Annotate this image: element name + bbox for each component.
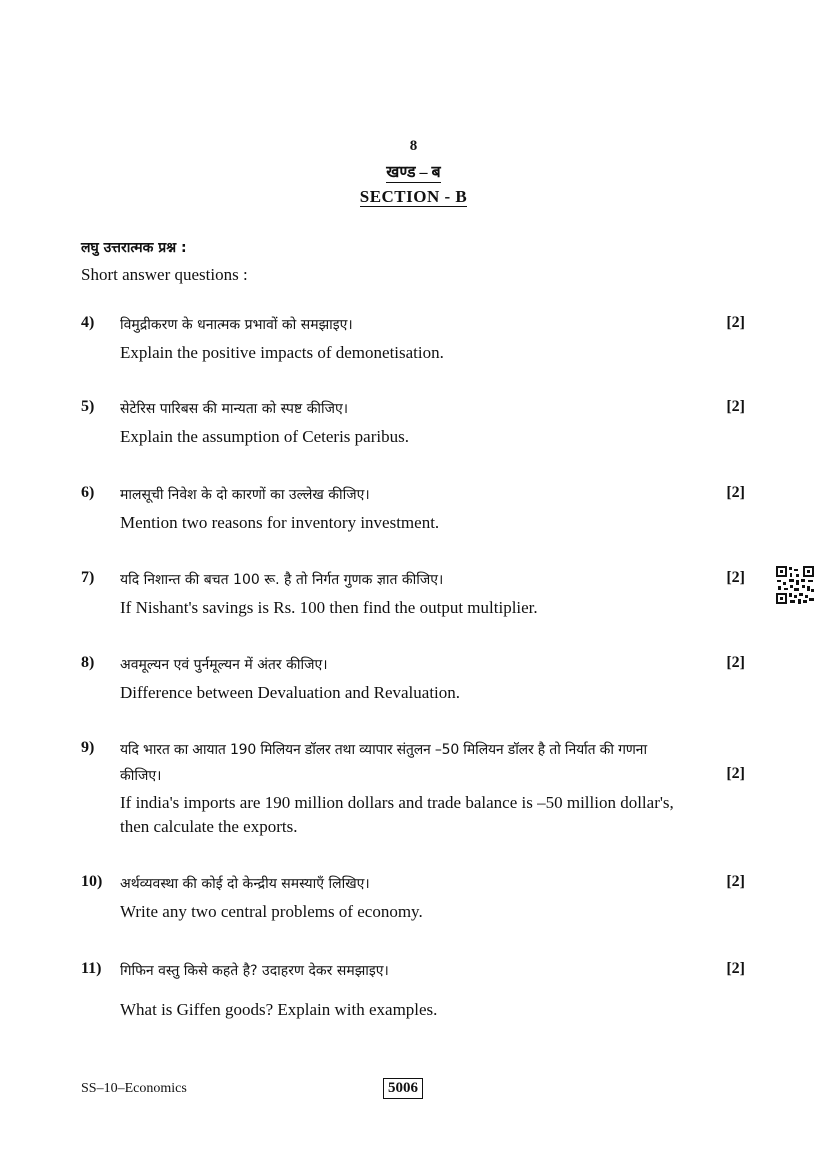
question-marks: [2] xyxy=(726,569,745,586)
section-title-english-text: SECTION - B xyxy=(359,187,468,206)
section-title-hindi-text: खण्ड – ब xyxy=(386,164,441,181)
question-marks: [2] xyxy=(726,873,745,890)
question-number: 6) xyxy=(81,484,95,501)
section-title-hindi xyxy=(0,160,827,182)
question-number: 4) xyxy=(81,314,95,331)
footer-subject-code: SS–10–Economics xyxy=(81,1081,187,1096)
question-english: Difference between Devaluation and Revaluation. xyxy=(120,683,461,702)
question-english: Write any two central problems of economy. xyxy=(120,902,423,921)
question-hindi: सेटेरिस पारिबस की मान्यता को स्पष्ट कीजिए। xyxy=(120,401,349,417)
question-english: Explain the positive impacts of demonetisation. xyxy=(120,343,444,362)
question-number: 10) xyxy=(81,873,103,890)
question-hindi: अवमूल्यन एवं पुर्नमूल्यन में अंतर कीजिए। xyxy=(120,657,328,673)
question-english-cont: then calculate the exports. xyxy=(120,817,298,836)
question-number: 7) xyxy=(81,569,95,586)
question-number: 9) xyxy=(81,739,95,756)
intro-english: Short answer questions : xyxy=(81,265,248,284)
section-title-english xyxy=(0,187,827,207)
question-marks: [2] xyxy=(726,314,745,331)
page-number: 8 xyxy=(409,138,418,154)
question-hindi: गिफिन वस्तु किसे कहते है? उदाहरण देकर समझाइए। xyxy=(120,963,389,979)
question-marks: [2] xyxy=(726,654,745,671)
question-english: Explain the assumption of Ceteris paribus. xyxy=(120,427,409,446)
question-number: 8) xyxy=(81,654,95,671)
question-hindi-cont: कीजिए। xyxy=(120,768,162,784)
question-marks: [2] xyxy=(726,398,745,415)
question-number: 11) xyxy=(81,960,102,977)
question-marks: [2] xyxy=(726,765,745,782)
question-number: 5) xyxy=(81,398,95,415)
question-hindi: अर्थव्यवस्था की कोई दो केन्द्रीय समस्याएँ लिखिए। xyxy=(120,876,370,892)
question-hindi: यदि निशान्त की बचत 100 रू. है तो निर्गत गुणक ज्ञात कीजिए। xyxy=(120,572,444,588)
question-english: Mention two reasons for inventory investment. xyxy=(120,513,440,532)
question-hindi: यदि भारत का आयात 190 मिलियन डॉलर तथा व्यापार संतुलन –50 मिलियन डॉलर है तो निर्यात की गणना xyxy=(120,742,647,758)
question-marks: [2] xyxy=(726,484,745,501)
question-marks: [2] xyxy=(726,960,745,977)
question-english: If india's imports are 190 million dollars and trade balance is –50 million dollar's, xyxy=(120,793,674,812)
qr-code-icon xyxy=(775,565,815,605)
question-hindi: विमुद्रीकरण के धनात्मक प्रभावों को समझाइए। xyxy=(120,317,353,333)
question-english: If Nishant's savings is Rs. 100 then find the output multiplier. xyxy=(120,598,538,617)
intro-hindi: लघु उत्तरात्मक प्रश्न : xyxy=(81,240,187,256)
question-hindi: मालसूची निवेश के दो कारणों का उल्लेख कीजिए। xyxy=(120,487,370,503)
question-english: What is Giffen goods? Explain with examples. xyxy=(120,1000,438,1019)
footer-paper-number: 5006 xyxy=(383,1078,423,1099)
